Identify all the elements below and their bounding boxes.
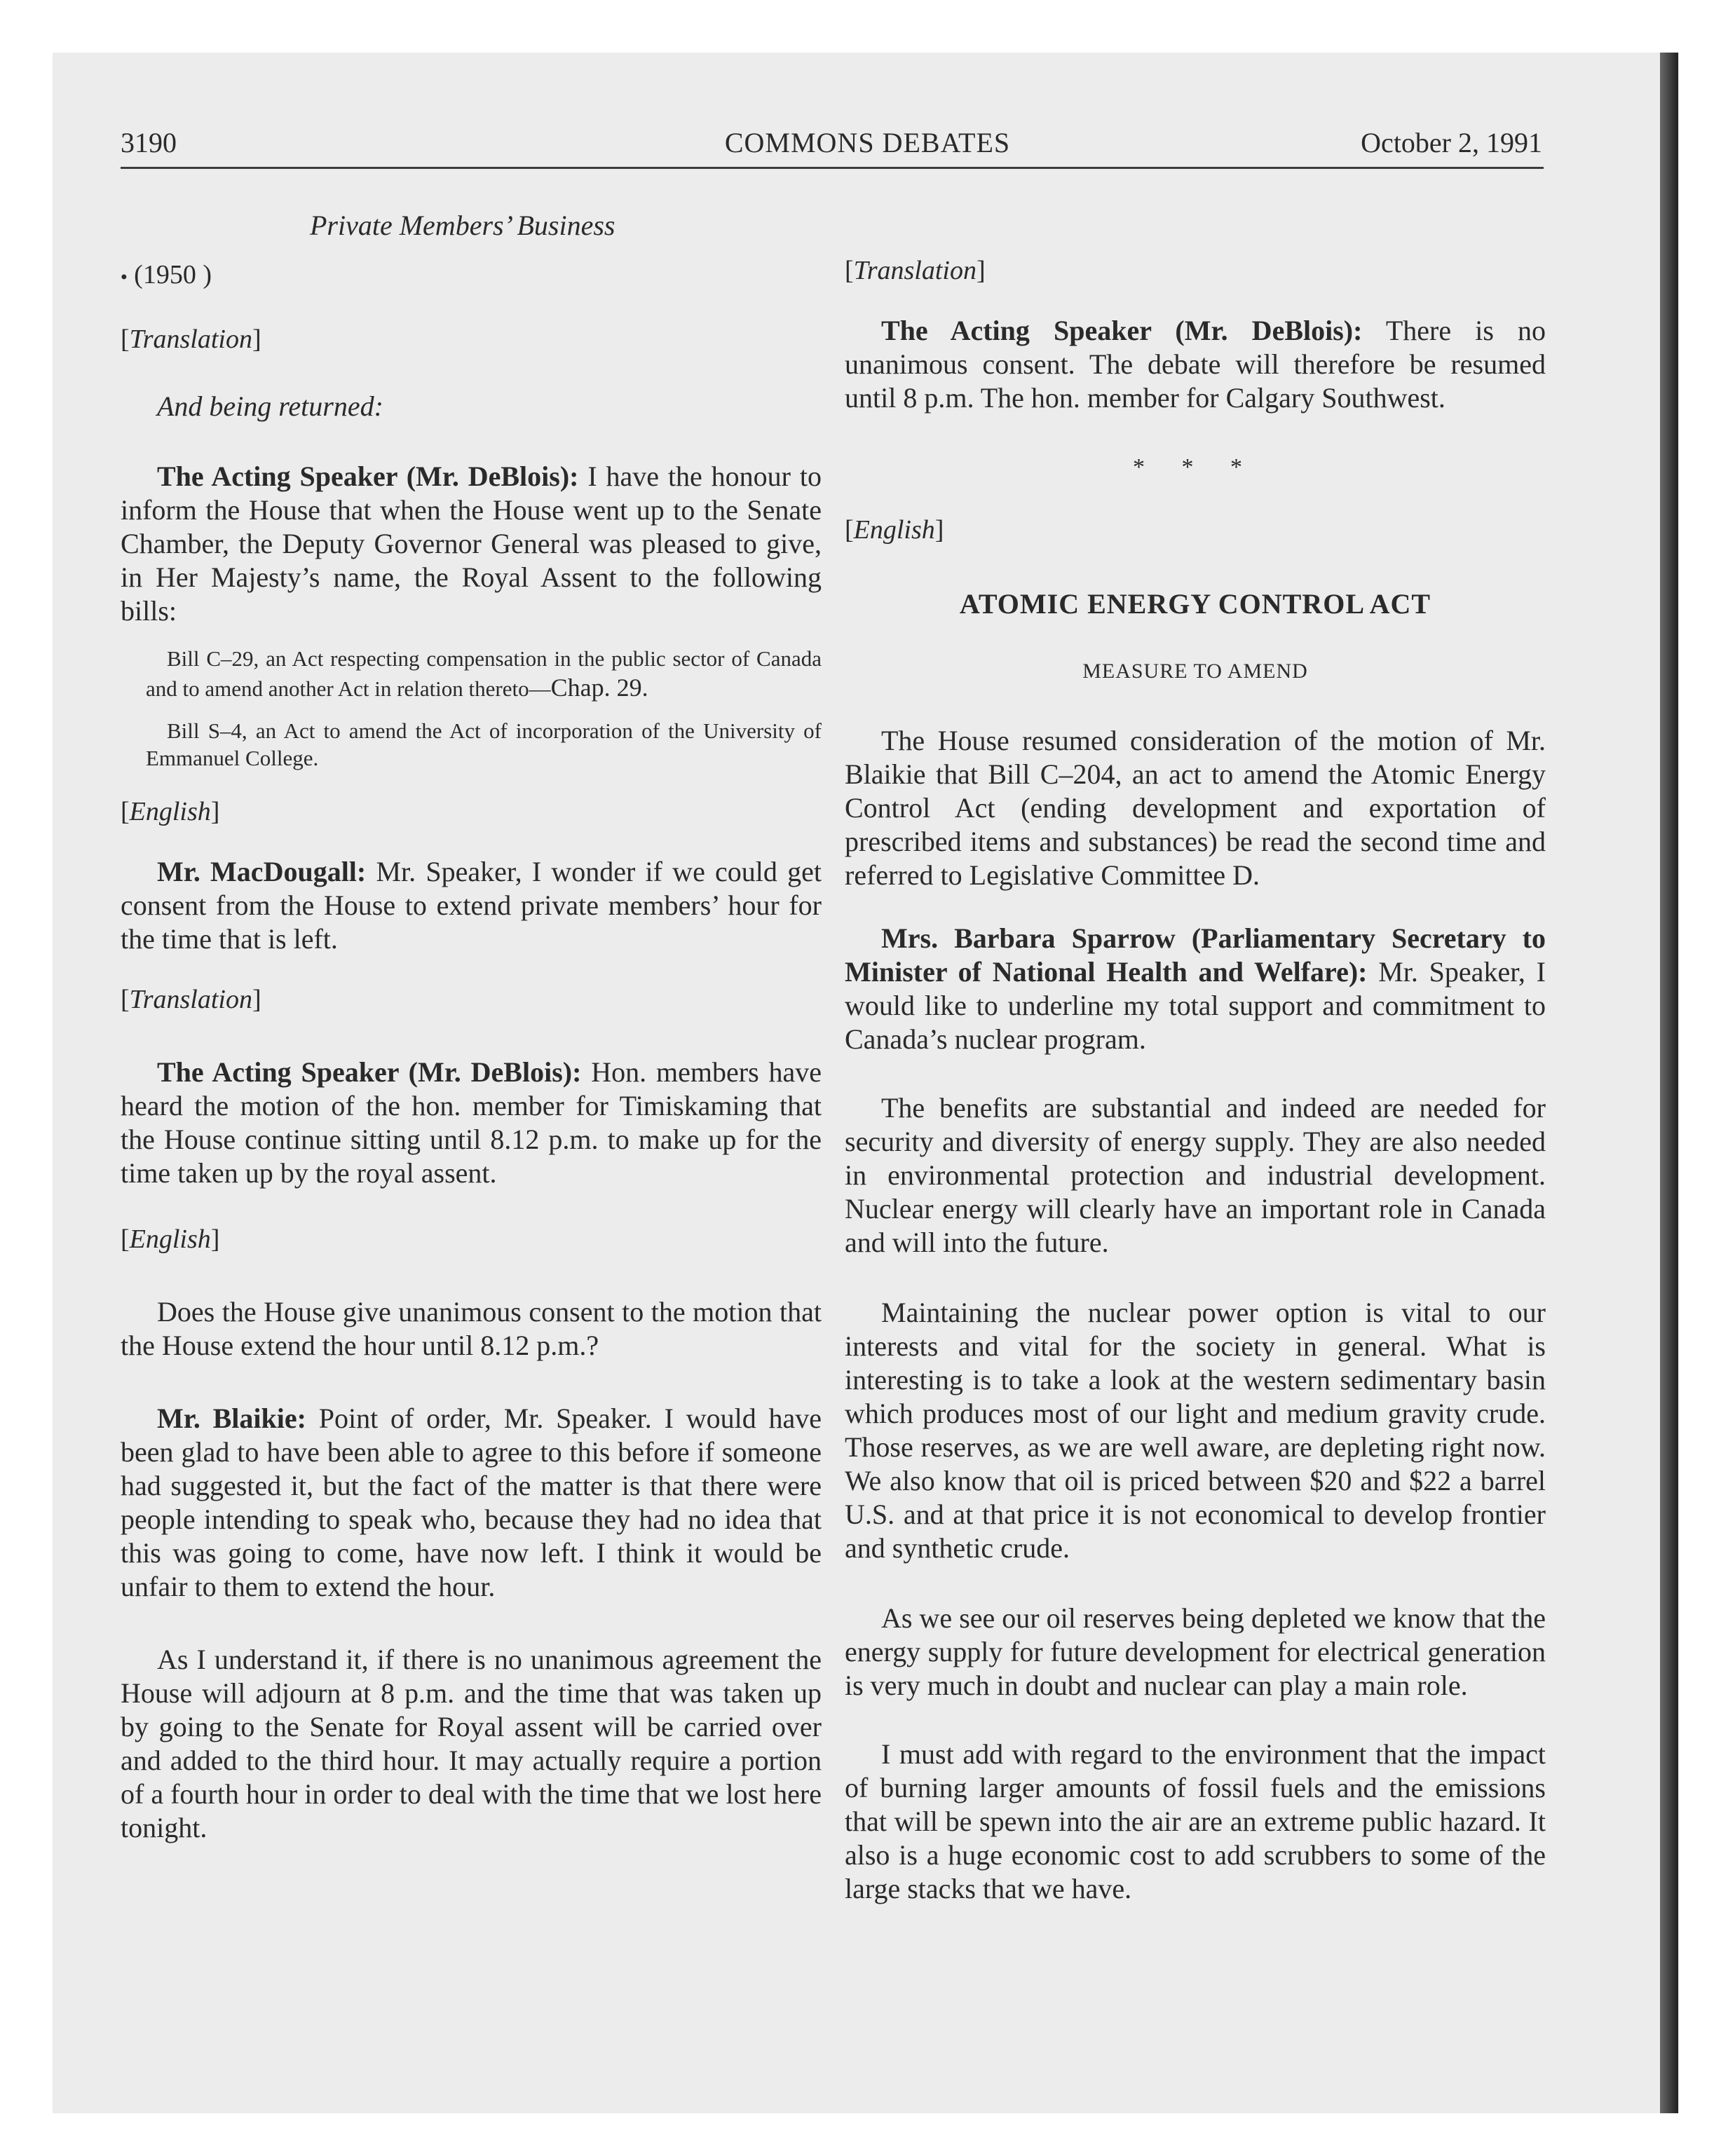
bill-text: Bill C–29, an Act respecting compensation in the public sector of Canada and to amend another Act in relation thereto— [146,646,822,702]
translation-tag-text: Translation [129,984,252,1014]
right-column [845,196,1546,1906]
english-tag-text: English [129,796,211,826]
bill-c29 [121,645,822,704]
bill-chapter: Chap. 29. [550,674,648,702]
returned-line: And being returned: [157,390,383,422]
section-heading: Private Members’ Business [310,210,615,241]
speaker-name: Mr. MacDougall: [157,855,367,887]
speech-macdougall [121,855,822,956]
english-tag: [English] [121,796,220,826]
speaker-name: The Acting Speaker (Mr. DeBlois): [157,1056,582,1088]
speaker-name: The Acting Speaker (Mr. DeBlois): [881,315,1363,346]
section-separator: * * * [1133,454,1258,480]
bill-s4: Bill S–4, an Act to amend the Act of incorporation of the University of Emmanuel College. [146,718,822,771]
english-tag-text: English [129,1224,211,1254]
english-tag-text: English [853,515,935,545]
speech-sparrow-2: The benefits are substantial and indeed are needed for security and diversity of energy supply. They are also needed in environmental protection and industrial development. Nuclear energy will clearly have an important role in Canada and will into the future. [845,1092,1546,1258]
speaker-name: The Acting Speaker (Mr. DeBlois): [157,460,579,492]
speech-text: There is no unanimous consent. The debate will therefore be resumed until 8 p.m. The hon. member for Calgary Southwest. [845,315,1546,414]
speech-text: Mr. Speaker, I wonder if we could get consent from the House to extend private members’ hour for the time that is left. [121,855,822,955]
english-tag: [English] [121,1224,220,1254]
journal-title: COMMONS DEBATES [724,127,1011,158]
time-stamp-text: (1950 ) [134,260,212,289]
page-number: 3190 [121,127,177,158]
speech-text: Hon. members have heard the motion of the hon. member for Timiskaming that the House continue sitting until 8.12 p.m. to make up for the time taken up by the royal assent. [121,1056,822,1189]
left-column [121,196,822,1845]
translation-tag: [Translation] [121,325,261,354]
speech-sparrow [845,922,1546,1056]
header-rule [121,167,1544,169]
speech-acting-speaker-2 [121,1056,822,1190]
speech-blaikie-continued: As I understand it, if there is no unanimous agreement the House will adjourn at 8 p.m. and the time that was taken up by going to the Senate for Royal assent will be carried over and added to the third hour. It may actually require a portion of a fourth hour in order to deal with the time that we lost here tonight. [121,1643,822,1843]
speech-sparrow-3: Maintaining the nuclear power option is vital to our interests and vital for the society in general. What is interesting is to take a look at the western sedimentary basin which produces most of our light and medium gravity crude. Those reserves, as we are well aware, are depleting right now. We also know that oil is priced between $20 and $22 a barrel U.S. and at that price it is not economical to develop frontier and synthetic crude. [845,1297,1546,1564]
speech-text: I have the honour to inform the House that when the House went up to the Senate Chamber, the Deputy Governor General was pleased to give, in Her Majesty’s name, the Royal Assent to the following bills: [121,460,822,627]
bullet-icon: ● [121,271,128,283]
speech-text: Point of order, Mr. Speaker. I would have been glad to have been able to agree to this before if someone had suggested it, but the fact of the matter is that there were people intending to speak who, because they had no idea that this was going to come, have now left. I think it would be unfair to them to extend the hour. [121,1402,822,1602]
translation-tag: [Translation] [121,984,261,1014]
act-subtitle: MEASURE TO AMEND [1082,660,1308,683]
speech-blaikie [121,1402,822,1604]
unanimous-consent-question: Does the House give unanimous consent to the motion that the House extend the hour until 8.12 p.m.? [121,1295,822,1361]
page-date: October 2, 1991 [1361,127,1542,158]
time-stamp [121,259,822,290]
speaker-name: Mr. Blaikie: [157,1402,306,1434]
english-tag: [English] [845,515,944,545]
act-title: ATOMIC ENERGY CONTROL ACT [959,588,1431,620]
translation-tag: [Translation] [845,256,986,285]
translation-tag-text: Translation [129,325,252,354]
speech-acting-speaker-3 [845,314,1546,415]
speech-text: Mr. Speaker, I would like to underline my total support and commitment to Canada’s nuclear program. [845,956,1546,1055]
scan-edge-shadow [1660,53,1678,2113]
speaker-name: Mrs. Barbara Sparrow (Parliamentary Secretary to Minister of National Health and Welfare): [845,922,1546,988]
translation-tag-text: Translation [853,256,977,285]
speech-sparrow-4: As we see our oil reserves being depleted we know that the energy supply for future development for electrical generation is very much in doubt and nuclear can play a main role. [845,1602,1546,1701]
speech-sparrow-5: I must add with regard to the environment that the impact of burning larger amounts of fossil fuels and the emissions that will be spewn into the air are an extreme public hazard. It also is a huge economic cost to add scrubbers to some of the large stacks that we have. [845,1738,1546,1904]
motion-resumed: The House resumed consideration of the motion of Mr. Blaikie that Bill C–204, an act to amend the Atomic Energy Control Act (ending development and exportation of prescribed items and substances) be read the second time and referred to Legislative Committee D. [845,725,1546,891]
speech-acting-speaker-1 [121,460,822,628]
